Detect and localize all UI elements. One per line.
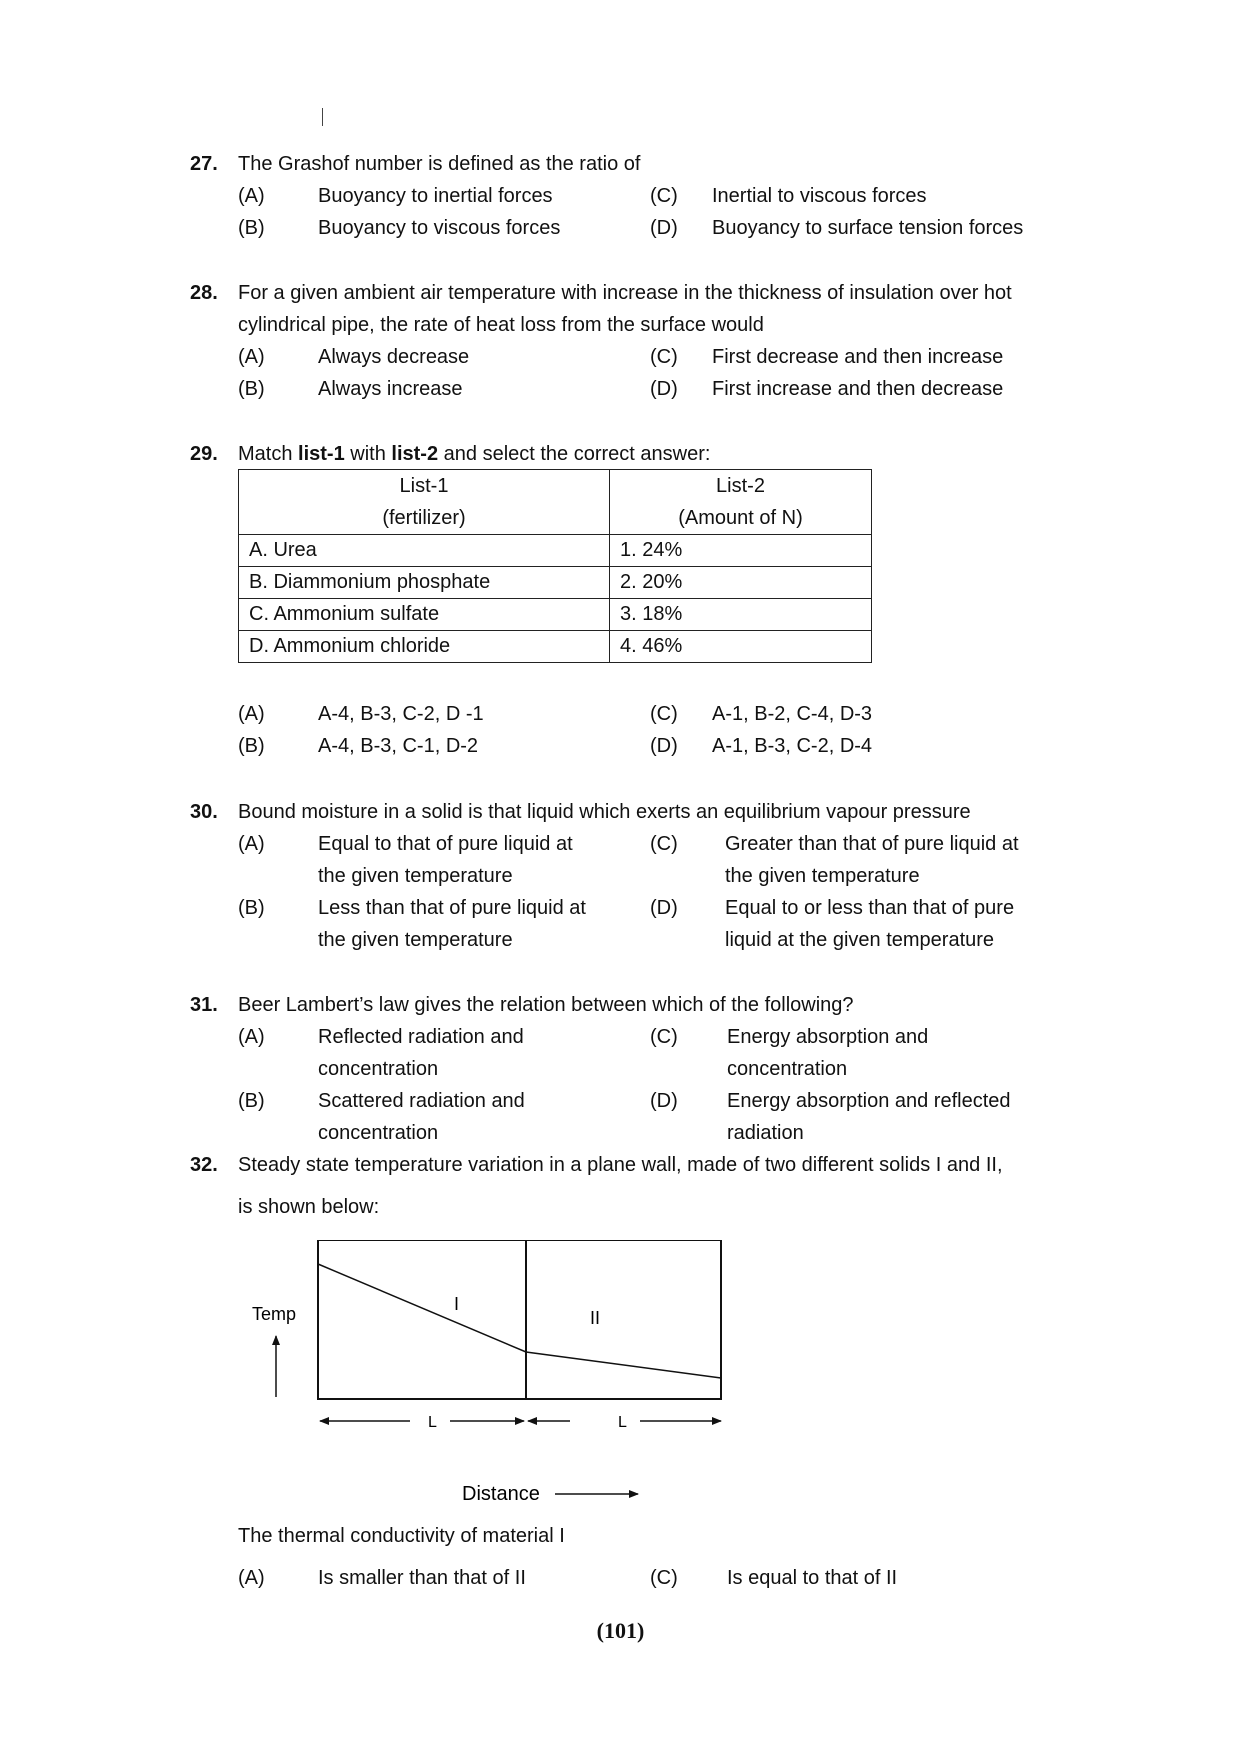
option-label: (D) — [650, 378, 678, 400]
region-2-label: II — [590, 1308, 601, 1328]
option-a: Equal to that of pure liquid at — [318, 833, 573, 855]
question-30 — [190, 796, 1090, 956]
length-2-label: L — [618, 1414, 627, 1431]
option-d: Energy absorption and reflected — [727, 1090, 1011, 1112]
option-b: A-4, B-3, C-1, D-2 — [318, 735, 479, 757]
option-b: Less than that of pure liquid at — [318, 897, 586, 919]
option-label: (B) — [238, 1090, 265, 1112]
header-title: List-2 — [716, 475, 765, 497]
option-a: Always decrease — [318, 346, 470, 368]
question-32-options — [190, 1562, 1090, 1594]
text-fragment: Match — [238, 443, 299, 465]
option-a-continued: concentration — [318, 1058, 439, 1080]
option-b-continued: concentration — [318, 1122, 439, 1144]
question-text: The Grashof number is defined as the ratio of — [238, 153, 641, 175]
option-label: (D) — [650, 1090, 678, 1112]
question-number: 29. — [190, 443, 218, 465]
option-label: (D) — [650, 217, 678, 239]
table-row — [239, 567, 872, 599]
question-text-continued: is shown below: — [238, 1196, 380, 1218]
question-text: Steady state temperature variation in a plane wall, made of two different solids I and II, — [238, 1154, 1003, 1176]
x-axis-label: Distance — [462, 1483, 540, 1505]
table-row — [239, 535, 872, 567]
option-label: (B) — [238, 217, 265, 239]
option-label: (C) — [650, 346, 678, 368]
option-label: (D) — [650, 735, 678, 757]
option-label: (A) — [238, 1567, 265, 1589]
question-number: 32. — [190, 1154, 218, 1176]
table-cell: 3. 18% — [610, 599, 872, 631]
table-cell: A. Urea — [239, 535, 610, 567]
option-label: (C) — [650, 1026, 678, 1048]
header-title: List-1 — [399, 475, 449, 497]
option-label: (B) — [238, 378, 265, 400]
question-text: Beer Lambert’s law gives the relation between which of the following? — [238, 994, 854, 1016]
option-d: Buoyancy to surface tension forces — [712, 217, 1024, 239]
table-row — [239, 599, 872, 631]
option-c: Inertial to viscous forces — [712, 185, 927, 207]
option-c-continued: concentration — [727, 1058, 848, 1080]
option-label: (C) — [650, 833, 678, 855]
question-number: 31. — [190, 994, 218, 1016]
option-b: Always increase — [318, 378, 463, 400]
wall-outline — [318, 1240, 721, 1399]
header-subtitle: (Amount of N) — [678, 507, 803, 529]
table-cell: 2. 20% — [610, 567, 872, 599]
table-cell: D. Ammonium chloride — [239, 631, 610, 663]
question-number: 30. — [190, 801, 218, 823]
option-label: (A) — [238, 1026, 265, 1048]
option-a: Reflected radiation and — [318, 1026, 524, 1048]
question-text: Bound moisture in a solid is that liquid which exerts an equilibrium vapour pressure — [238, 801, 971, 823]
option-c: Is equal to that of II — [727, 1567, 898, 1589]
table-row — [239, 631, 872, 663]
option-d: Equal to or less than that of pure — [725, 897, 1015, 919]
region-1-label: I — [454, 1294, 460, 1314]
length-1-label: L — [428, 1414, 437, 1431]
option-c: Greater than that of pure liquid at — [725, 833, 1019, 855]
option-label: (A) — [238, 185, 265, 207]
list1-label: list-1 — [298, 443, 345, 465]
option-a: Buoyancy to inertial forces — [318, 185, 553, 207]
option-b: Buoyancy to viscous forces — [318, 217, 561, 239]
y-axis-label: Temp — [252, 1304, 297, 1324]
option-c-continued: the given temperature — [725, 865, 920, 887]
temperature-profile-line — [318, 1264, 721, 1378]
option-c: A-1, B-2, C-4, D-3 — [712, 703, 873, 725]
question-29-options — [190, 698, 1090, 762]
page-number: (101) — [596, 1618, 645, 1643]
question-27 — [190, 148, 1090, 244]
question-number: 28. — [190, 282, 218, 304]
list2-label: list-2 — [391, 443, 439, 465]
text-fragment: with — [344, 443, 392, 465]
option-d-continued: liquid at the given temperature — [725, 929, 995, 951]
table-cell: C. Ammonium sulfate — [239, 599, 610, 631]
option-a: Is smaller than that of II — [318, 1567, 526, 1589]
text-fragment: and select the correct answer: — [438, 443, 711, 465]
cursor-mark — [322, 108, 323, 126]
option-b-continued: the given temperature — [318, 929, 513, 951]
option-d: First increase and then decrease — [712, 378, 1004, 400]
option-label: (A) — [238, 833, 265, 855]
option-c: First decrease and then increase — [712, 346, 1004, 368]
question-text — [238, 438, 710, 470]
question-32-caption: The thermal conductivity of material I — [238, 1525, 565, 1547]
table-header-row — [239, 470, 872, 535]
option-label: (C) — [650, 185, 678, 207]
question-29 — [190, 438, 1090, 470]
question-text-continued: cylindrical pipe, the rate of heat loss from the surface would — [238, 314, 764, 336]
option-c: Energy absorption and — [727, 1026, 929, 1048]
table-cell: 1. 24% — [610, 535, 872, 567]
temperature-profile-diagram — [240, 1240, 760, 1520]
option-label: (C) — [650, 1567, 678, 1589]
question-28 — [190, 277, 1090, 405]
option-label: (A) — [238, 703, 265, 725]
question-32 — [190, 1149, 1090, 1223]
option-label: (B) — [238, 897, 265, 919]
table-header-list1 — [239, 470, 610, 535]
header-subtitle: (fertilizer) — [382, 507, 466, 529]
option-d: A-1, B-3, C-2, D-4 — [712, 735, 873, 757]
match-table — [238, 469, 872, 663]
option-a-continued: the given temperature — [318, 865, 513, 887]
option-label: (C) — [650, 703, 678, 725]
table-cell: B. Diammonium phosphate — [239, 567, 610, 599]
option-label: (A) — [238, 346, 265, 368]
table-cell: 4. 46% — [610, 631, 872, 663]
question-number: 27. — [190, 153, 218, 175]
option-b: Scattered radiation and — [318, 1090, 525, 1112]
option-label: (B) — [238, 735, 265, 757]
option-a: A-4, B-3, C-2, D -1 — [318, 703, 484, 725]
table-header-list2 — [610, 470, 872, 535]
question-31 — [190, 989, 1090, 1149]
option-d-continued: radiation — [727, 1122, 804, 1144]
question-text: For a given ambient air temperature with increase in the thickness of insulation over hot — [238, 282, 1012, 304]
option-label: (D) — [650, 897, 678, 919]
